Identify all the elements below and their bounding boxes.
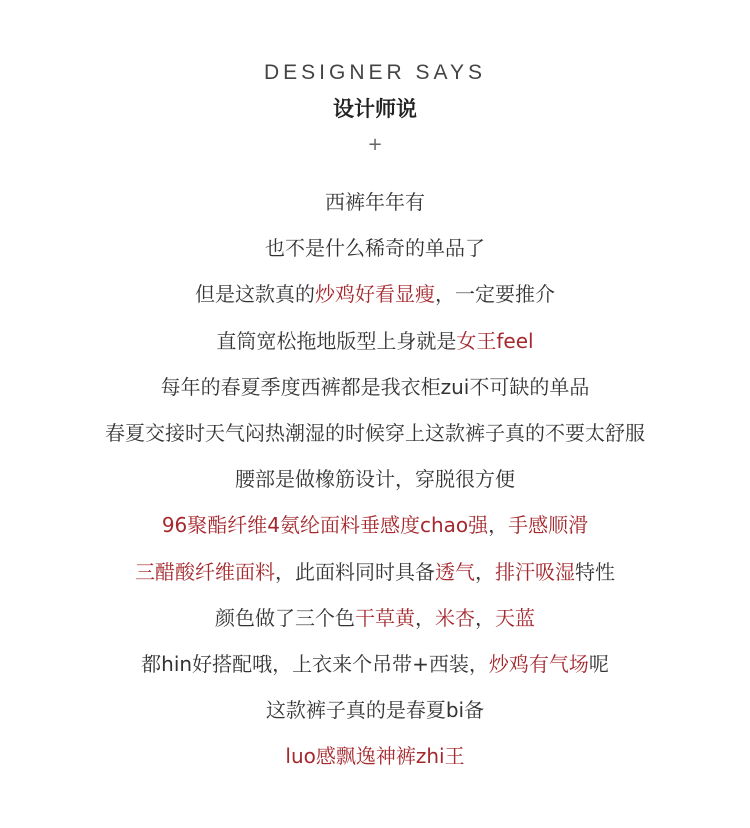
description-line <box>0 231 750 277</box>
highlight-text: 女王feel <box>456 328 534 353</box>
description-line <box>0 370 750 416</box>
description-line <box>0 647 750 693</box>
line-text: 春夏交接时天气闷热潮湿的时候穿上这款裤子真的不要太舒服 <box>105 420 645 445</box>
line-text: 特性 <box>575 559 615 584</box>
section-title: 设计师说 <box>333 97 417 121</box>
highlight-text: 炒鸡好看显瘦 <box>315 282 435 307</box>
description-line <box>0 693 750 739</box>
highlight-text: 排汗吸湿 <box>495 559 575 584</box>
description-line <box>0 277 750 323</box>
line-text: 每年的春夏季度西裤都是我衣柜zui不可缺的单品 <box>160 374 590 399</box>
line-text: 直筒宽松拖地版型上身就是 <box>216 328 457 353</box>
line-text: ， <box>475 605 495 630</box>
highlight-text: 透气 <box>435 559 475 584</box>
description-line <box>0 416 750 462</box>
line-text: ，一定要推介 <box>435 282 555 307</box>
line-text: ， <box>415 605 435 630</box>
highlight-text: 三醋酸纤维面料 <box>135 559 275 584</box>
description-line <box>0 508 750 554</box>
plus-divider: + <box>367 134 383 155</box>
description-line <box>0 601 750 647</box>
line-text: ，此面料同时具备 <box>275 559 435 584</box>
line-text: ， <box>488 513 509 538</box>
highlight-text: 干草黄 <box>355 605 415 630</box>
line-text: 都hin好搭配哦，上衣来个吊带+西装， <box>141 651 489 676</box>
description-line <box>0 462 750 508</box>
line-text: 但是这款真的 <box>195 282 315 307</box>
line-text: ， <box>475 559 495 584</box>
description-line <box>0 555 750 601</box>
highlight-text: 天蓝 <box>495 605 535 630</box>
description-line <box>0 739 750 785</box>
line-text: 西裤年年有 <box>325 190 425 214</box>
line-text: 颜色做了三个色 <box>215 605 355 630</box>
description-text <box>0 185 750 785</box>
section-eyebrow: DESIGNER SAYS <box>264 61 486 84</box>
line-text: 腰部是做橡筋设计，穿脱很方便 <box>235 467 515 492</box>
line-text: 呢 <box>588 651 609 676</box>
line-text: 也不是什么稀奇的单品了 <box>265 236 485 261</box>
highlight-text: luo感飘逸神裤zhi王 <box>285 744 465 769</box>
description-line <box>0 185 750 231</box>
line-text: 这款裤子真的是春夏bi备 <box>265 698 485 723</box>
highlight-text: 手感顺滑 <box>508 513 589 538</box>
highlight-text: 炒鸡有气场 <box>488 651 589 676</box>
highlight-text: 96聚酯纤维4氨纶面料垂感度chao强 <box>161 513 489 538</box>
highlight-text: 米杏 <box>435 605 475 630</box>
description-line <box>0 324 750 370</box>
